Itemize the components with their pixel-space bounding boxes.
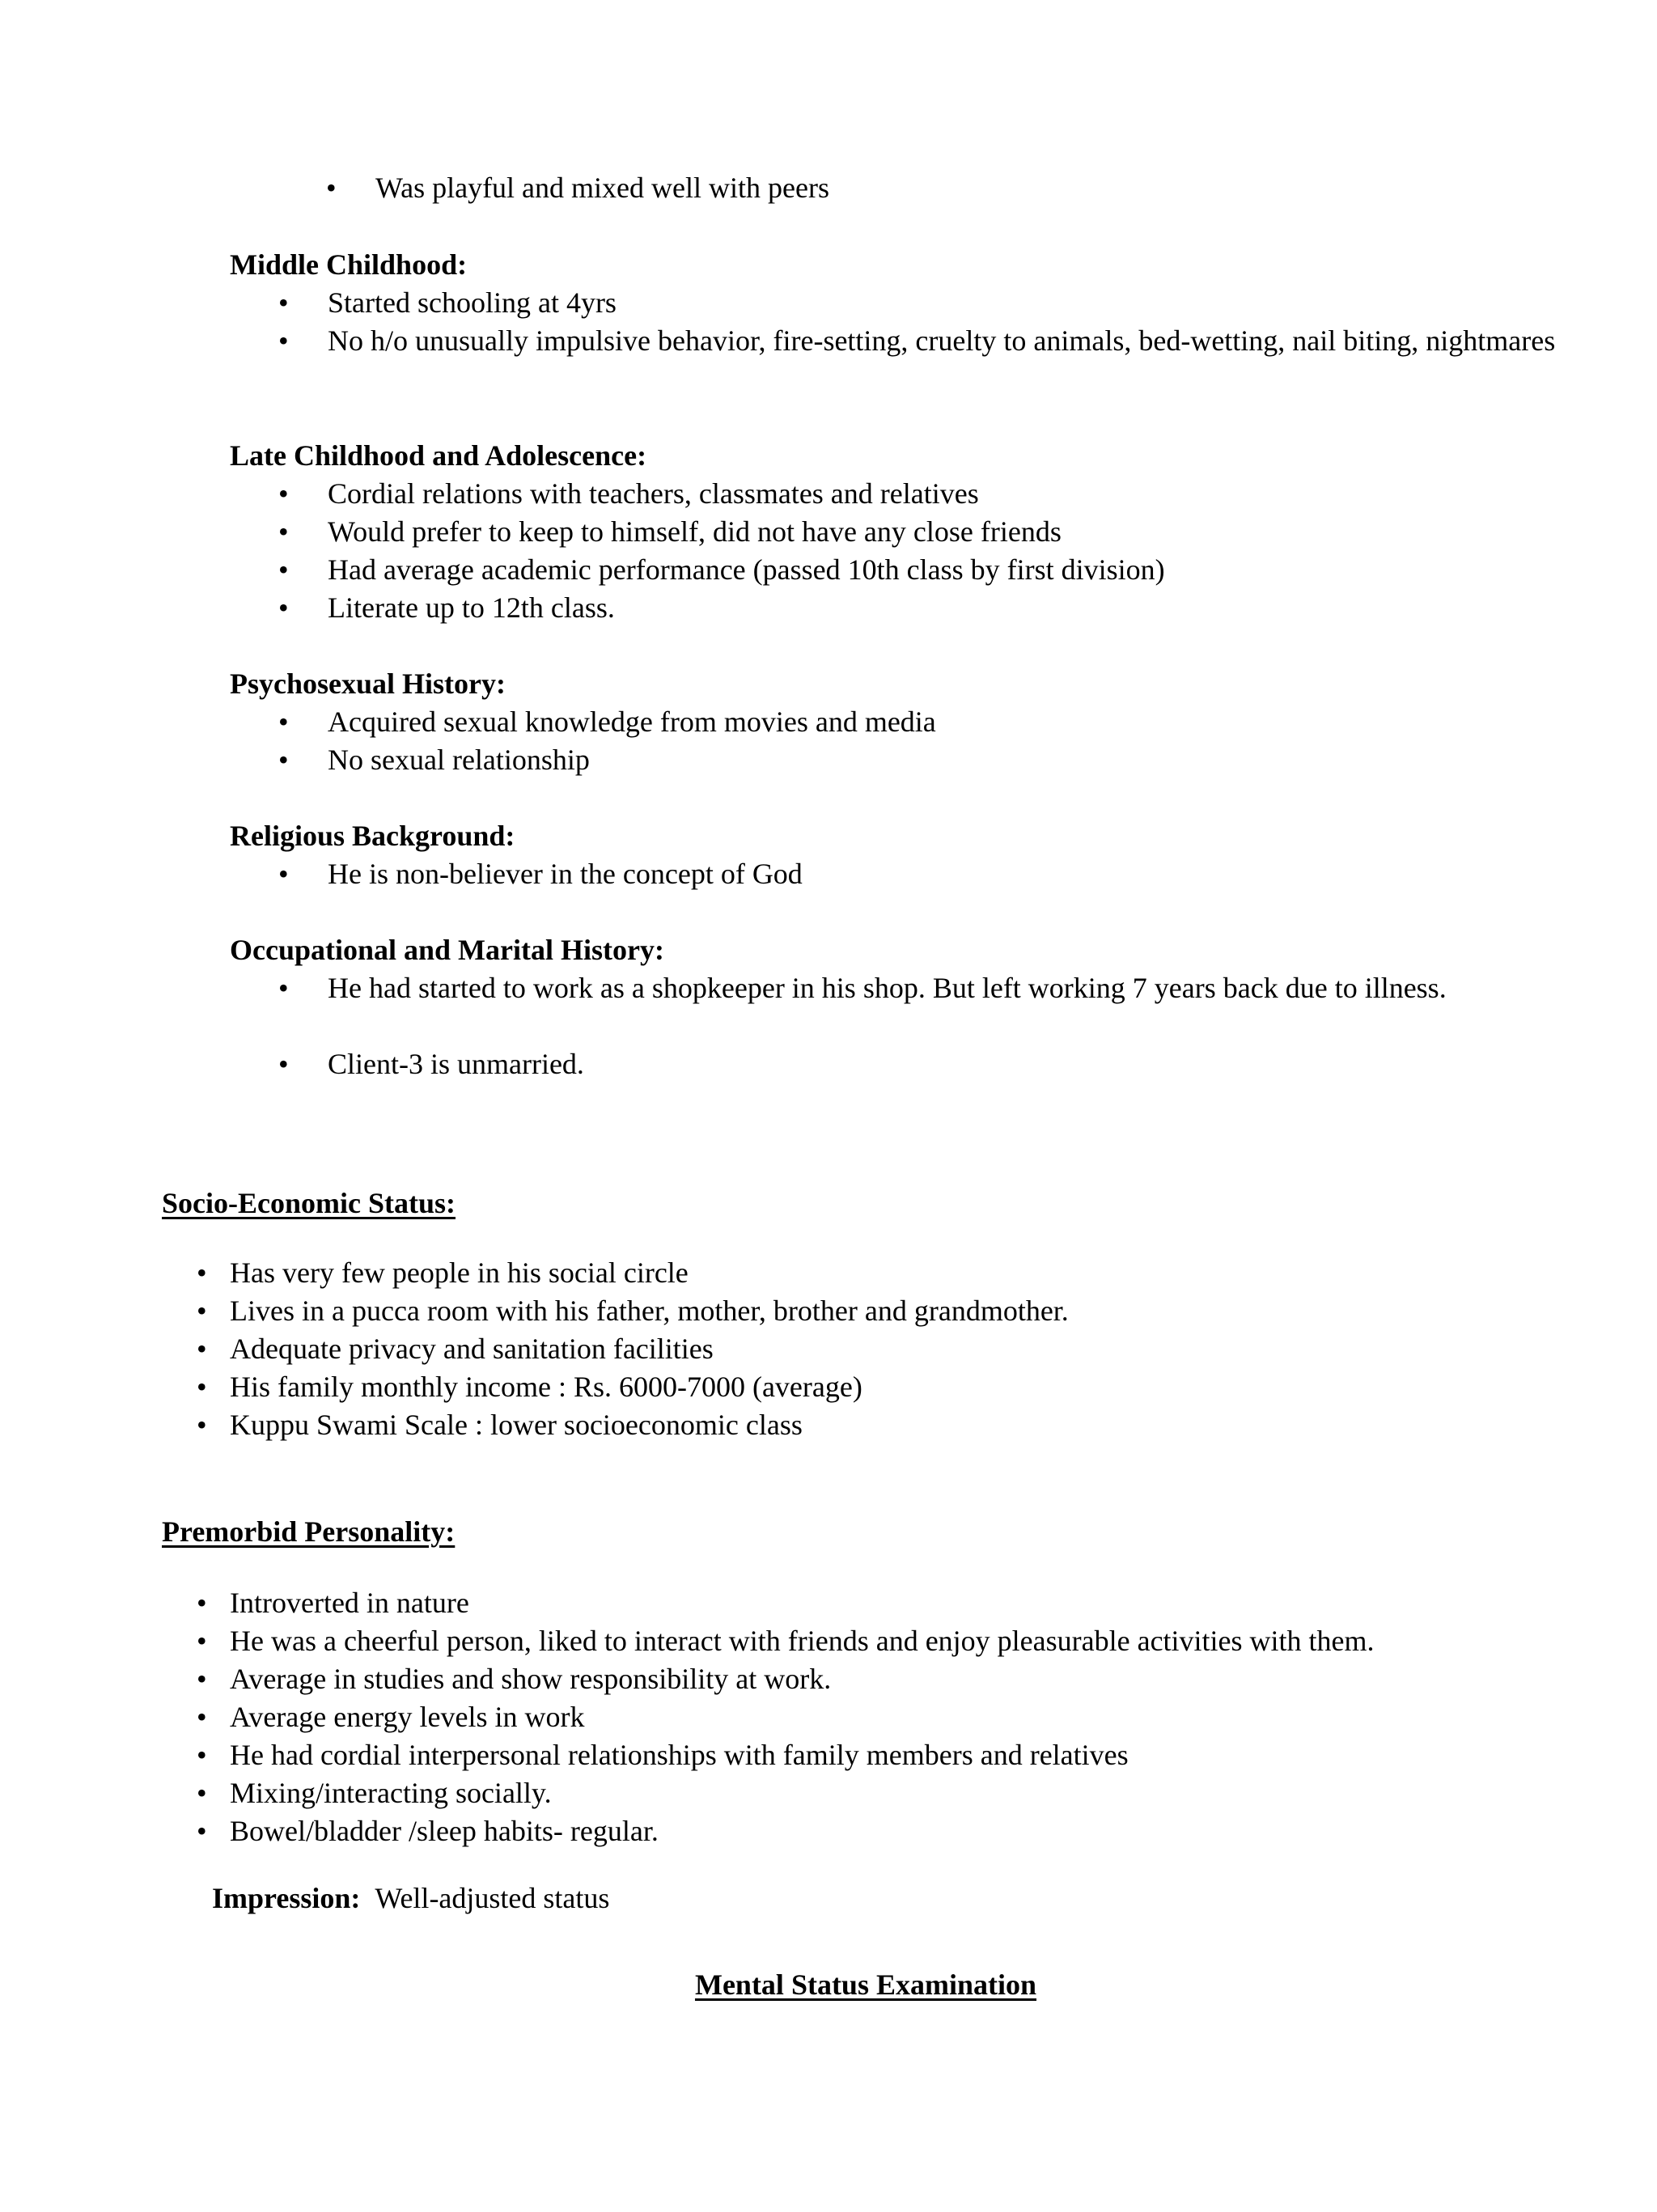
bullet-icon: • bbox=[197, 1333, 207, 1365]
list-item: • Started schooling at 4yrs bbox=[230, 284, 1573, 322]
heading-psychosexual: Psychosexual History: bbox=[230, 667, 506, 700]
bullet-icon: • bbox=[278, 591, 289, 624]
heading-premorbid: Premorbid Personality: bbox=[162, 1515, 456, 1548]
bullet-icon: • bbox=[197, 1815, 207, 1847]
premorbid-list bbox=[197, 1584, 1588, 1850]
list-item: • Client-3 is unmarried. bbox=[230, 1045, 1557, 1083]
list-item: • Acquired sexual knowledge from movies and media bbox=[230, 703, 1573, 741]
bullet-icon: • bbox=[278, 286, 289, 319]
bullet-icon: • bbox=[197, 1295, 207, 1327]
bullet-icon: • bbox=[197, 1256, 207, 1289]
list-item-text: Was playful and mixed well with peers bbox=[375, 172, 829, 204]
middle-childhood-list bbox=[230, 284, 1573, 360]
bullet-icon: • bbox=[197, 1739, 207, 1771]
list-item: • Introverted in nature bbox=[197, 1584, 1588, 1622]
bullet-icon: • bbox=[197, 1663, 207, 1695]
list-item: • Has very few people in his social circle bbox=[197, 1254, 1572, 1292]
childhood-list bbox=[278, 169, 1572, 207]
bullet-icon: • bbox=[278, 515, 289, 548]
bullet-icon: • bbox=[197, 1587, 207, 1619]
list-item: • No sexual relationship bbox=[230, 741, 1573, 779]
bullet-icon: • bbox=[326, 172, 337, 204]
bullet-icon: • bbox=[197, 1409, 207, 1441]
bullet-icon: • bbox=[278, 324, 289, 357]
heading-religious: Religious Background: bbox=[230, 820, 515, 852]
list-spacer bbox=[230, 1007, 1557, 1045]
list-item: • No h/o unusually impulsive behavior, fire-setting, cruelty to animals, bed-wetting, nail biting, nightmares bbox=[230, 322, 1573, 360]
impression-line bbox=[212, 1879, 609, 1917]
bullet-icon: • bbox=[197, 1777, 207, 1809]
list-item: • Cordial relations with teachers, classmates and relatives bbox=[230, 475, 1573, 513]
heading-occupational: Occupational and Marital History: bbox=[230, 934, 664, 966]
heading-late-childhood: Late Childhood and Adolescence: bbox=[230, 439, 647, 472]
bullet-icon: • bbox=[278, 1048, 289, 1080]
list-item: • Literate up to 12th class. bbox=[230, 589, 1573, 627]
psychosexual-list bbox=[230, 703, 1573, 779]
impression-value: Well-adjusted status bbox=[375, 1882, 610, 1914]
heading-socio-economic: Socio-Economic Status: bbox=[162, 1187, 456, 1219]
list-item: • He is non-believer in the concept of God bbox=[230, 855, 1573, 893]
list-item: • He was a cheerful person, liked to interact with friends and enjoy pleasurable activities with them. bbox=[197, 1622, 1588, 1660]
bullet-icon: • bbox=[278, 553, 289, 586]
mse-title: Mental Status Examination bbox=[694, 1968, 1037, 2001]
late-childhood-list bbox=[230, 475, 1573, 627]
list-item: • Adequate privacy and sanitation facilities bbox=[197, 1330, 1572, 1368]
occupational-list bbox=[230, 969, 1557, 1083]
list-item: • Average in studies and show responsibility at work. bbox=[197, 1660, 1588, 1698]
bullet-icon: • bbox=[197, 1371, 207, 1403]
bullet-icon: • bbox=[278, 744, 289, 776]
bullet-icon: • bbox=[278, 858, 289, 890]
list-item: • His family monthly income : Rs. 6000-7000 (average) bbox=[197, 1368, 1572, 1406]
list-item: • Average energy levels in work bbox=[197, 1698, 1588, 1736]
list-item: • He had cordial interpersonal relationships with family members and relatives bbox=[197, 1736, 1588, 1774]
bullet-icon: • bbox=[197, 1625, 207, 1657]
heading-middle-childhood: Middle Childhood: bbox=[230, 248, 468, 281]
socio-economic-list bbox=[197, 1254, 1572, 1444]
list-item: • Lives in a pucca room with his father, mother, brother and grandmother. bbox=[197, 1292, 1572, 1330]
bullet-icon: • bbox=[278, 706, 289, 738]
list-item: • Kuppu Swami Scale : lower socioeconomic class bbox=[197, 1406, 1572, 1444]
bullet-icon: • bbox=[278, 972, 289, 1004]
list-item: • Would prefer to keep to himself, did not have any close friends bbox=[230, 513, 1573, 551]
bullet-icon: • bbox=[197, 1701, 207, 1733]
list-item: • He had started to work as a shopkeeper in his shop. But left working 7 years back due to illness. bbox=[230, 969, 1557, 1007]
list-item: • Mixing/interacting socially. bbox=[197, 1774, 1588, 1812]
impression-label: Impression: bbox=[212, 1882, 361, 1914]
religious-list bbox=[230, 855, 1573, 893]
list-item: • Had average academic performance (passed 10th class by first division) bbox=[230, 551, 1573, 589]
list-item: • Bowel/bladder /sleep habits- regular. bbox=[197, 1812, 1588, 1850]
list-item bbox=[278, 169, 1572, 207]
bullet-icon: • bbox=[278, 477, 289, 510]
